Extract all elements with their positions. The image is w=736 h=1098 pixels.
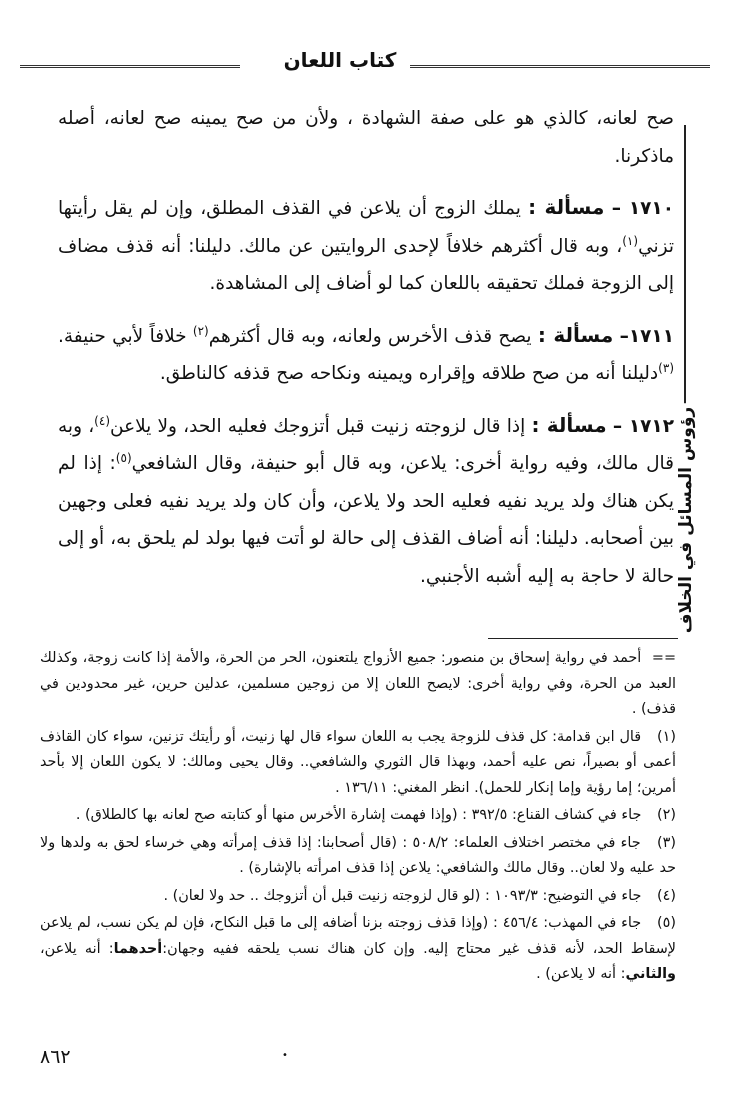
footnote-divider: [488, 638, 678, 639]
footnote-mark: (٤): [657, 887, 676, 904]
footnote-ref[interactable]: (١): [622, 233, 639, 248]
footnote-ref[interactable]: (٣): [658, 360, 674, 375]
footnote-3: [40, 831, 676, 882]
issue-text: ، وبه قال مالك، وفيه رواية أخرى: يلاعن، وبه قال أبو حنيفة، وقال الشافعي: [58, 415, 674, 474]
footnote-text: : أنه يلاعن،: [40, 940, 114, 957]
page-header: [20, 42, 710, 78]
issue-1710: [58, 189, 674, 303]
issue-number: ١٧١١–: [619, 325, 675, 347]
footnote-mark: (٥): [657, 915, 676, 931]
issue-1712: [58, 407, 674, 596]
issue-text: إذا قال لزوجته زنيت قبل أتزوجك فعليه الحد، ولا يلاعن: [110, 415, 526, 437]
issue-1711: [58, 317, 674, 393]
footnote-ref[interactable]: (٤): [94, 413, 110, 428]
issue-label: مسألة :: [537, 322, 614, 347]
footnote-text: : أنه لا يلاعن) .: [536, 966, 626, 982]
footnote-1: [40, 725, 676, 802]
running-title-text: رؤوس المسائل في الخلاف: [676, 403, 696, 637]
issue-label: مسألة :: [531, 412, 607, 437]
footnote-text: جاء في مختصر اختلاف العلماء: ٥٠٨/٢ : (قال أصحابنا: إذا قذف إمرأته وهي خرساء لحق به ولدها ولا حد عليه ولا لعان.. وقال مالك والشافعي: يلاعن إذا قذف امرأته بالإشارة) .: [40, 834, 676, 876]
footnote-text: جاء في كشاف القناع: ٣٩٢/٥ : (وإذا فهمت إشارة الأخرس منها أو كتابته صح لعانه بها كالطلاق) .: [75, 807, 642, 823]
footnotes: [40, 646, 676, 990]
footnote-ref[interactable]: (٥): [115, 450, 132, 465]
footnote-2: [40, 803, 676, 829]
issue-label: مسألة :: [528, 195, 605, 219]
issue-text: يملك الزوج أن يلاعن في القذف المطلق، وإن لم يقل رأيتها تزني: [58, 198, 674, 257]
stray-dot: •: [282, 1050, 288, 1061]
issue-text: دليلنا أنه من صح طلاقه وإقراره ويمينه ونكاحه صح قذفه كالناطق.: [159, 363, 659, 384]
footnote-text: قال ابن قدامة: كل قذف للزوجة يجب به اللعان سواء قال لها زنيت، أو رأيتك تزنين، سواء كان القاذف أعمى أو بصيراً، نص عليه أحمد، وبهذا قال الثوري والشافعي.. وقال يحيى ومالك: لا يكون اللعان إلا بأحد أمرين؛ إما رؤية وإما إنكار للحمل). انظر المغني: ١٣٦/١١ .: [40, 728, 676, 796]
issue-number: ١٧١٢ –: [612, 415, 674, 437]
issue-text: يصح قذف الأخرس ولعانه، وبه قال أكثرهم: [208, 325, 532, 347]
issue-text: خلافاً لأبي حنيفة.: [58, 325, 193, 347]
footnote-4: [40, 884, 676, 910]
footnote-text: أحمد في رواية إسحاق بن منصور: جميع الأزواج يلتعنون، الحر من الحرة، والأمة إذا كانت زوجة، وكذلك العبد من الحرة، وفي رواية أخرى: لايصح اللعان إلا من زوجين مسلمين، عدلين حرين، غير محدودين في قذف) .: [40, 650, 676, 717]
paragraph-text: صح لعانه، كالذي هو على صفة الشهادة ، ولأن من صح يمينه صح لعانه، أصله ماذكرنا.: [58, 108, 674, 167]
footnote-mark: (٣): [657, 834, 676, 851]
footnote-ref[interactable]: (٢): [192, 323, 209, 338]
header-rule-left: [20, 65, 240, 68]
header-rule-right: [410, 65, 710, 68]
main-text: [58, 100, 674, 609]
chapter-title: كتاب اللعان: [283, 48, 397, 72]
footnote-mark: (١): [657, 728, 676, 745]
footnote-5: [40, 911, 676, 988]
footnote-mark: (٢): [657, 807, 676, 823]
footnote-mark: ==: [651, 650, 677, 666]
page-number: ٨٦٢: [40, 1046, 71, 1068]
footnote-text: جاء في التوضيح: ١٠٩٣/٣ : (لو قال لزوجته زنيت قبل أن أتزوجك .. حد ولا لعان) .: [163, 887, 642, 904]
footnote-bold: والثاني: [625, 966, 676, 982]
footnote-bold: أحدهما: [113, 940, 163, 957]
paragraph-continuation: [58, 100, 674, 175]
issue-number: ١٧١٠ –: [611, 198, 674, 219]
issue-text: : إذا لم يكن هناك ولد يريد نفيه فعليه الحد ولا يلاعن، وأن كان ولد يريد نفيه فعلى وجهين بين أصحابه. دليلنا: أنه أضاف القذف إلى حالة لو أتت فيها بولد لم يلحق به، أو إلى حالة لا حاجة به إليه أشبه الأجنبي.: [58, 453, 674, 587]
issue-text: ، وبه قال أكثرهم خلافاً لإحدى الروايتين عن مالك. دليلنا: أنه قذف مضاف إلى الزوجة فملك تحقيقه باللعان كما لو أضاف إلى المشاهدة.: [58, 235, 674, 294]
footnote-text: جاء في المهذب: ٤٥٦/٤ : (وإذا قذف زوجته بزنا أضافه إلى ما قبل النكاح، فإن لم يكن نسب، لم يلاعن لإسقاط الحد، لأنه قذف غير محتاج إليه. وإن كان هناك نسب يلحقه ففيه وجهان:: [40, 915, 676, 957]
footnote-continuation: [40, 646, 676, 723]
